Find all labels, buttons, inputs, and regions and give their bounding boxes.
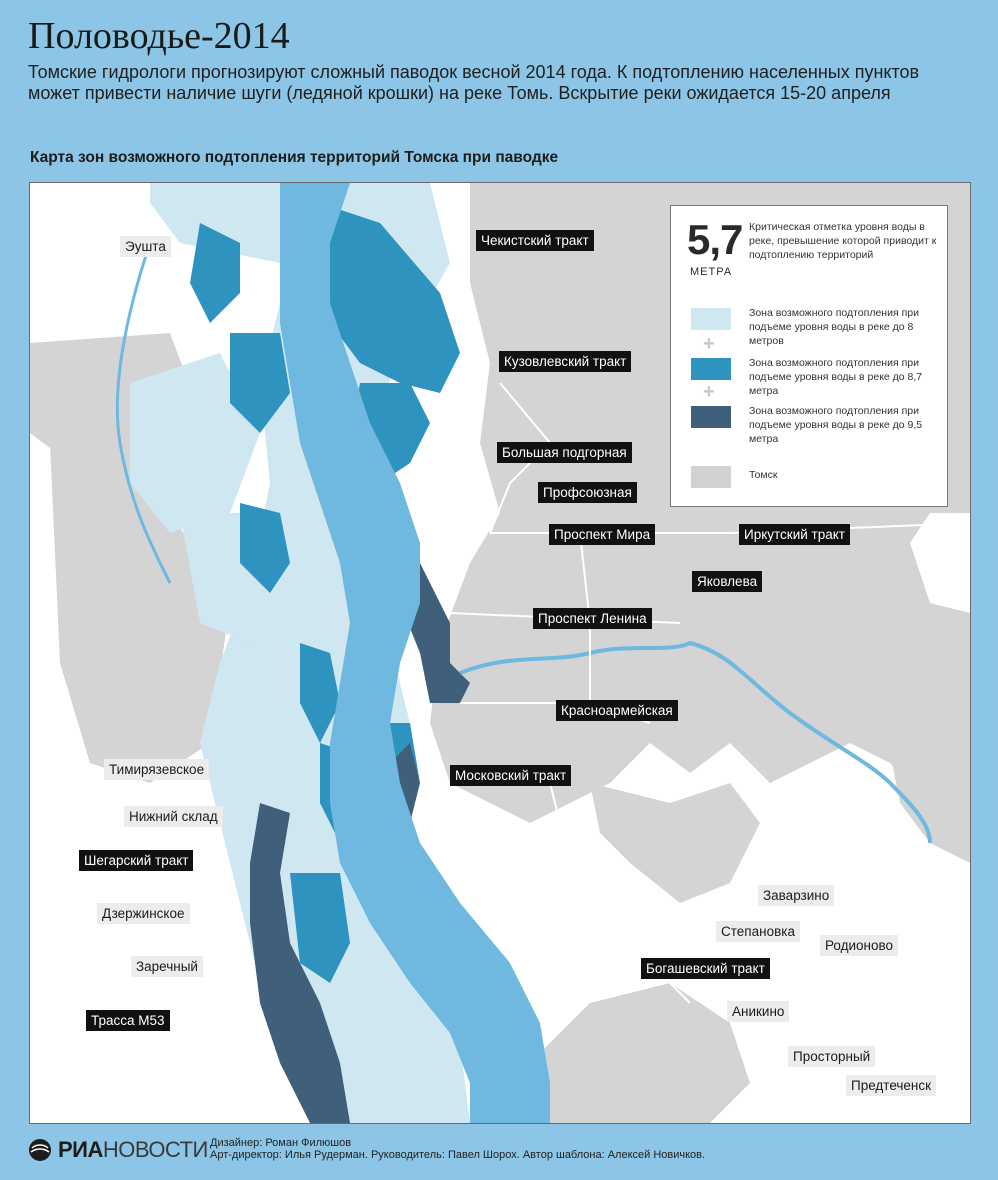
credit-art-director: Арт-директор: Илья Рудерман. Руководитель: Павел Шорох. Автор шаблона: Алексей Новичков. xyxy=(210,1149,706,1161)
label-yakovleva: Яковлева xyxy=(692,571,762,592)
label-timiryazevskoe: Тимирязевское xyxy=(104,759,209,780)
label-stepanovka: Степановка xyxy=(716,921,800,942)
legend-plus-1: + xyxy=(703,333,715,355)
label-moskovsky: Московский тракт xyxy=(450,765,571,786)
label-zavarzino: Заварзино xyxy=(758,885,834,906)
legend-label-9-5m: Зона возможного подтопления при подъеме уровня воды в реке до 9,5 метра xyxy=(749,405,923,445)
label-prostorny: Просторный xyxy=(788,1046,875,1067)
label-bolshaya-podgornaya: Большая подгорная xyxy=(497,442,632,463)
label-shegarsky: Шегарский тракт xyxy=(79,850,193,871)
label-eushta: Эушта xyxy=(120,236,171,257)
legend-label-city: Томск xyxy=(749,469,778,481)
label-predtechensk: Предтеченск xyxy=(846,1075,936,1096)
label-kuzovlevsky: Кузовлевский тракт xyxy=(499,351,631,372)
ria-globe-icon xyxy=(28,1138,52,1162)
critical-text: Критическая отметка уровня воды в реке, превышение которой приводит к подтоплению территорий xyxy=(749,221,937,261)
label-zarechny: Заречный xyxy=(131,956,203,977)
lead-paragraph: Томские гидрологи прогнозируют сложный паводок весной 2014 года. К подтоплению населенных пунктов может привести наличие шуги (ледяной крошки) на реке Томь. Вскрытие реки ожидается 15-20 апреля xyxy=(28,62,920,103)
label-dzerzhinskoe: Дзержинское xyxy=(97,903,190,924)
credit-designer: Дизайнер: Роман Филюшов xyxy=(210,1137,352,1149)
legend-swatch-9-5m xyxy=(691,406,731,428)
legend-label-8m: Зона возможного подтопления при подъеме уровня воды в реке до 8 метров xyxy=(749,307,919,347)
critical-unit: МЕТРА xyxy=(690,266,733,278)
legend-plus-2: + xyxy=(703,381,715,403)
label-krasnoarmeyskaya: Красноармейская xyxy=(556,700,678,721)
legend xyxy=(670,205,948,507)
label-chekistsky: Чекистский тракт xyxy=(476,230,594,251)
critical-value: 5,7 xyxy=(687,216,743,263)
map-subtitle: Карта зон возможного подтопления территорий Томска при паводке xyxy=(30,149,559,166)
label-nizhny-sklad: Нижний склад xyxy=(124,806,223,827)
page-title: Половодье-2014 xyxy=(28,15,290,57)
label-irkutsky: Иркутский тракт xyxy=(739,524,850,545)
flood-map[interactable] xyxy=(29,182,971,1124)
label-prospekt-lenina: Проспект Ленина xyxy=(533,608,652,629)
label-anikino: Аникино xyxy=(727,1001,789,1022)
legend-swatch-8m xyxy=(691,308,731,330)
ria-logo-text: РИАНОВОСТИ xyxy=(58,1137,208,1162)
label-trassa-m53: Трасса М53 xyxy=(86,1010,170,1031)
label-rodionovo: Родионово xyxy=(820,935,898,956)
legend-label-8-7m: Зона возможного подтопления при подъеме уровня воды в реке до 8,7 метра xyxy=(749,357,923,397)
ria-logo xyxy=(28,1137,208,1163)
credits xyxy=(210,1137,705,1161)
label-bogashevsky: Богашевский тракт xyxy=(641,958,770,979)
label-prospekt-mira: Проспект Мира xyxy=(549,524,655,545)
legend-swatch-8-7m xyxy=(691,358,731,380)
legend-swatch-city xyxy=(691,466,731,488)
label-profsoyuznaya: Профсоюзная xyxy=(538,482,637,503)
